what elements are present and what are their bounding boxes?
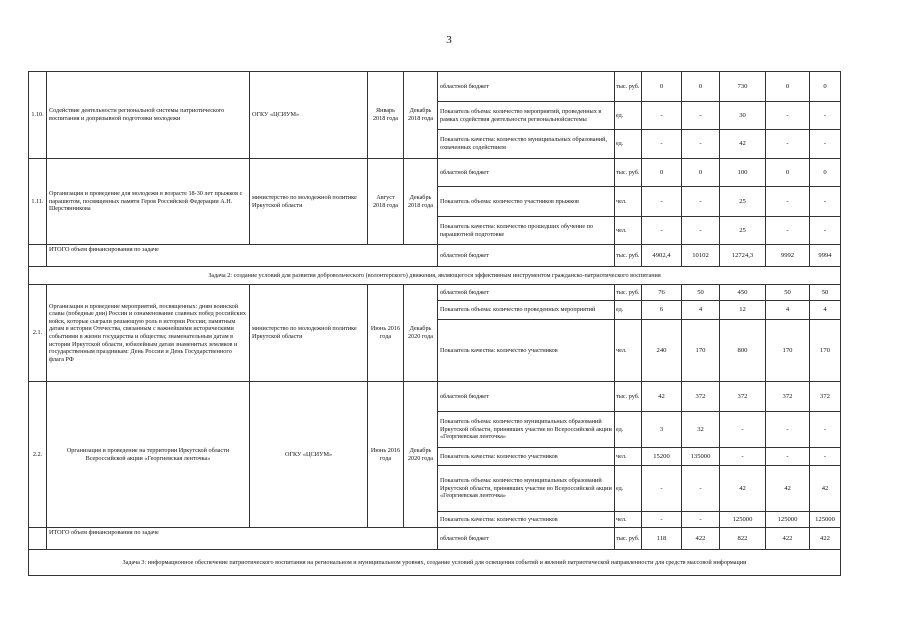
value: -: [810, 412, 841, 448]
value: -: [810, 130, 841, 159]
table-row: [29, 382, 841, 412]
value: 422: [766, 528, 810, 550]
activity-name: Содействие деятельности региональной системы патриотического воспитания и допризывной подготовки молодежи: [47, 72, 250, 159]
unit: ед.: [615, 466, 642, 512]
unit: чел.: [615, 320, 642, 382]
indicator: Показатель качества: количество участников: [438, 320, 615, 382]
value: 50: [810, 285, 841, 301]
value: 4: [682, 301, 720, 320]
table-row: [29, 285, 841, 301]
unit: ед.: [615, 130, 642, 159]
page-number: 3: [446, 34, 452, 46]
value: -: [642, 512, 682, 528]
unit: тыс. руб.: [615, 72, 642, 102]
value: 4: [810, 301, 841, 320]
value: 170: [810, 320, 841, 382]
value: -: [766, 412, 810, 448]
unit: чел.: [615, 187, 642, 217]
value: 42: [766, 466, 810, 512]
total-label: ИТОГО объем финансирования по задаче: [47, 245, 438, 267]
value: 42: [810, 466, 841, 512]
indicator: областной бюджет: [438, 245, 615, 267]
value: -: [682, 102, 720, 130]
indicator: Показатель качества: количество прошедших обучение по парашютной подготовке: [438, 217, 615, 245]
value: 450: [720, 285, 766, 301]
executor: министерство по молодежной политике Иркутской области: [250, 285, 368, 382]
value: 25: [720, 187, 766, 217]
value: 10102: [682, 245, 720, 267]
value: 240: [642, 320, 682, 382]
unit: тыс. руб.: [615, 159, 642, 187]
value: -: [766, 187, 810, 217]
end-date: Декабрь 2018 года: [404, 72, 438, 159]
indicator: областной бюджет: [438, 528, 615, 550]
unit: тыс. руб.: [615, 528, 642, 550]
value: -: [642, 187, 682, 217]
value: -: [642, 217, 682, 245]
unit: чел.: [615, 217, 642, 245]
value: 76: [642, 285, 682, 301]
value: -: [642, 130, 682, 159]
value: 42: [720, 130, 766, 159]
value: 372: [810, 382, 841, 412]
value: 0: [810, 72, 841, 102]
value: 170: [682, 320, 720, 382]
value: -: [810, 217, 841, 245]
value: 135000: [682, 448, 720, 466]
value: 422: [810, 528, 841, 550]
value: 100: [720, 159, 766, 187]
start-date: Июнь 2016 года: [368, 285, 404, 382]
value: 730: [720, 72, 766, 102]
value: 800: [720, 320, 766, 382]
value: 42: [720, 466, 766, 512]
value: 15200: [642, 448, 682, 466]
executor: ОГКУ «ЦСИУМ»: [250, 72, 368, 159]
indicator: Показатель объема: количество мероприятий, проведенных в рамках содействия деятельности региональнойсистемы: [438, 102, 615, 130]
value: -: [766, 130, 810, 159]
value: 372: [720, 382, 766, 412]
value: 0: [682, 72, 720, 102]
indicator: Показатель объема: количество муниципальных образований Иркутской области, принявших участие во Всероссийской акции «Георгиевская ленточка»: [438, 412, 615, 448]
unit: ед.: [615, 301, 642, 320]
value: -: [682, 130, 720, 159]
value: 9992: [766, 245, 810, 267]
unit: тыс. руб.: [615, 245, 642, 267]
value: 0: [766, 72, 810, 102]
task-heading-row: [29, 267, 841, 285]
value: 12724,3: [720, 245, 766, 267]
value: 0: [642, 159, 682, 187]
value: 125000: [810, 512, 841, 528]
value: -: [766, 217, 810, 245]
unit: тыс. руб.: [615, 382, 642, 412]
start-date: Август 2018 года: [368, 159, 404, 245]
value: 0: [682, 159, 720, 187]
value: -: [682, 217, 720, 245]
value: 12: [720, 301, 766, 320]
indicator: Показатель объема: количество муниципальных образований Иркутской области, принявших участие во Всероссийской акции «Георгиевская ленточка»: [438, 466, 615, 512]
value: 170: [766, 320, 810, 382]
task-heading-row: [29, 550, 841, 576]
unit: чел.: [615, 512, 642, 528]
end-date: Декабрь 2020 года: [404, 285, 438, 382]
program-table: [28, 71, 841, 576]
table-row: [29, 159, 841, 187]
value: -: [810, 102, 841, 130]
value: -: [642, 466, 682, 512]
value: 42: [642, 382, 682, 412]
indicator: Показатель качества: количество муниципальных образований, охваченных содействием: [438, 130, 615, 159]
value: -: [642, 102, 682, 130]
value: 50: [766, 285, 810, 301]
indicator: областной бюджет: [438, 159, 615, 187]
value: 32: [682, 412, 720, 448]
value: 125000: [720, 512, 766, 528]
value: -: [720, 448, 766, 466]
value: 9994: [810, 245, 841, 267]
indicator: Показатель качества: количество участников: [438, 512, 615, 528]
value: 0: [766, 159, 810, 187]
value: -: [766, 102, 810, 130]
value: -: [720, 412, 766, 448]
executor: министерство по молодежной политике Иркутской области: [250, 159, 368, 245]
end-date: Декабрь 2020 года: [404, 382, 438, 528]
value: 822: [720, 528, 766, 550]
value: 372: [682, 382, 720, 412]
indicator: областной бюджет: [438, 382, 615, 412]
row-number: 2.1.: [29, 285, 47, 382]
value: 4902,4: [642, 245, 682, 267]
value: 25: [720, 217, 766, 245]
indicator: Показатель объема: количество участников прыжков: [438, 187, 615, 217]
end-date: Декабрь 2018 года: [404, 159, 438, 245]
activity-name: Организация и проведение мероприятий, посвященных: дням воинской славы (победные дни) России и ознаменование славных побед российских войск, которые сыграли решающую роль в истории России; памятным датам в истории Отечества, связанным с важнейшими историческими событиями в жизни государства и общества; знаменательным датам в истории Иркутской области, юбилейным датам знаменитых земляков и государственным праздникам: День России и День Государственного флага РФ: [47, 285, 250, 382]
value: 0: [642, 72, 682, 102]
value: -: [682, 512, 720, 528]
task-heading: Задача 3: информационное обеспечение патриотического воспитания на региональном и муниципальном уровнях, создание условий для освещения событий и явлений патриотической направленности для средств массовой информации: [29, 550, 841, 576]
value: 30: [720, 102, 766, 130]
value: 0: [810, 159, 841, 187]
indicator: областной бюджет: [438, 72, 615, 102]
unit: ед.: [615, 412, 642, 448]
value: 422: [682, 528, 720, 550]
activity-name: Организация и проведение на территории Иркутской области Всероссийской акции «Георгиевская ленточка»: [47, 382, 250, 528]
value: 118: [642, 528, 682, 550]
unit: чел.: [615, 448, 642, 466]
value: 6: [642, 301, 682, 320]
row-number: 1.10.: [29, 72, 47, 159]
value: 3: [642, 412, 682, 448]
total-row: [29, 245, 841, 267]
total-row: [29, 528, 841, 550]
row-number: 2.2.: [29, 382, 47, 528]
value: 125000: [766, 512, 810, 528]
table-row: [29, 72, 841, 102]
value: 372: [766, 382, 810, 412]
start-date: Июнь 2016 года: [368, 382, 404, 528]
value: -: [766, 448, 810, 466]
unit: тыс. руб.: [615, 285, 642, 301]
value: -: [682, 466, 720, 512]
indicator: Показатель объема: количество проведенных мероприятий: [438, 301, 615, 320]
activity-name: Организация и проведение для молодежи в возрасте 18-30 лет прыжков с парашютом, посвященных памяти Героя Российской Федерации А.Н. Шерстянникова: [47, 159, 250, 245]
value: -: [810, 448, 841, 466]
value: 4: [766, 301, 810, 320]
start-date: Январь 2018 года: [368, 72, 404, 159]
task-heading: Задача 2: создание условий для развития добровольческого (волонтерского) движения, являющегося эффективным инструментом гражданско-патриотического воспитания: [29, 267, 841, 285]
executor: ОГКУ «ЦСИУМ»: [250, 382, 368, 528]
indicator: Показатель качества: количество участников: [438, 448, 615, 466]
value: 50: [682, 285, 720, 301]
unit: ед.: [615, 102, 642, 130]
value: -: [682, 187, 720, 217]
row-number: 1.11.: [29, 159, 47, 245]
value: -: [810, 187, 841, 217]
total-label: ИТОГО объем финансирования по задаче: [47, 528, 438, 550]
indicator: областной бюджет: [438, 285, 615, 301]
